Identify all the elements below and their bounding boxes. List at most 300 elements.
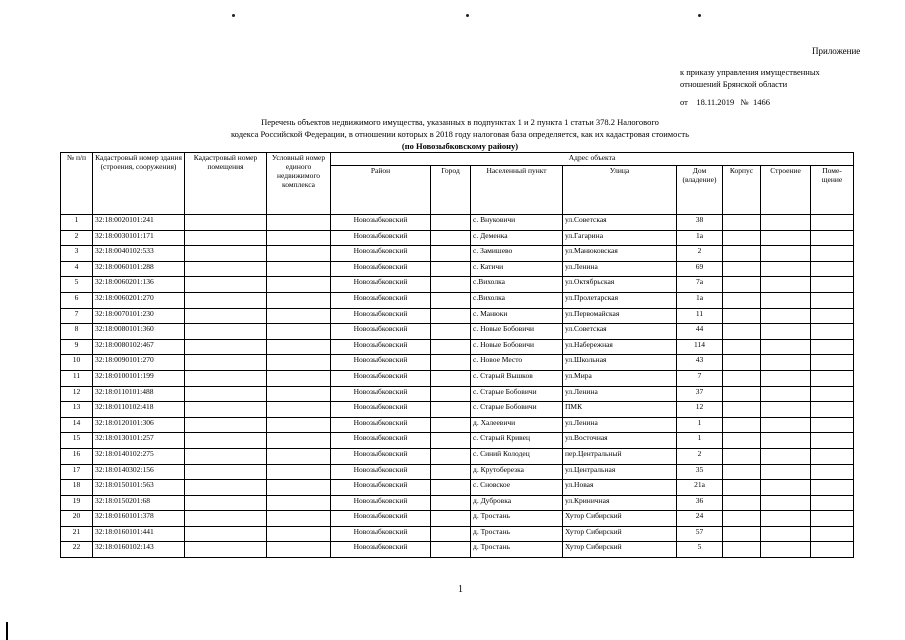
house-cell: 57: [677, 526, 723, 542]
header-address: Адрес объекта: [331, 153, 854, 166]
cond-num-cell: [267, 246, 331, 262]
scan-dot: [698, 14, 701, 17]
room-cell: [811, 324, 854, 340]
settlement-cell: с. Старый Кривец: [471, 433, 563, 449]
cond-num-cell: [267, 464, 331, 480]
cond-num-cell: [267, 230, 331, 246]
settlement-cell: с.Вихолка: [471, 292, 563, 308]
settlement-cell: с. Новые Бобовичи: [471, 324, 563, 340]
room-cad-cell: [185, 230, 267, 246]
cond-num-cell: [267, 402, 331, 418]
order-line-2: отношений Брянской области: [680, 79, 788, 89]
house-cell: 12: [677, 402, 723, 418]
street-cell: Хутор Сибирский: [563, 526, 677, 542]
korpus-cell: [723, 215, 761, 231]
stroenie-cell: [761, 542, 811, 558]
document-title: [150, 116, 770, 152]
settlement-cell: с. Старые Бобовичи: [471, 402, 563, 418]
row-number: 17: [61, 464, 93, 480]
cond-num-cell: [267, 526, 331, 542]
stroenie-cell: [761, 402, 811, 418]
row-number: 11: [61, 370, 93, 386]
house-cell: 21а: [677, 480, 723, 496]
row-number: 2: [61, 230, 93, 246]
header-cond-num: Условный номер единого недвижимого комплекса: [267, 153, 331, 215]
street-cell: ул.Набережная: [563, 339, 677, 355]
district-cell: Новозыбковский: [331, 511, 431, 527]
city-cell: [431, 308, 471, 324]
city-cell: [431, 526, 471, 542]
table-row: [61, 246, 854, 262]
settlement-cell: д. Крутоберезка: [471, 464, 563, 480]
scan-edge-mark: [6, 622, 8, 640]
house-cell: 1: [677, 417, 723, 433]
house-cell: 43: [677, 355, 723, 371]
settlement-cell: с. Замишево: [471, 246, 563, 262]
street-cell: ул.Манюковская: [563, 246, 677, 262]
street-cell: ПМК: [563, 402, 677, 418]
room-cad-cell: [185, 277, 267, 293]
title-line-3: (по Новозыбковскому району): [401, 141, 519, 151]
row-number: 21: [61, 526, 93, 542]
room-cad-cell: [185, 511, 267, 527]
room-cad-cell: [185, 215, 267, 231]
district-cell: Новозыбковский: [331, 324, 431, 340]
korpus-cell: [723, 308, 761, 324]
room-cad-cell: [185, 542, 267, 558]
room-cell: [811, 542, 854, 558]
cadastral-number: 32:18:0080101:360: [93, 324, 185, 340]
cadastral-number: 32:18:0100101:199: [93, 370, 185, 386]
city-cell: [431, 480, 471, 496]
order-number: 1466: [753, 97, 771, 107]
stroenie-cell: [761, 261, 811, 277]
house-cell: 1а: [677, 230, 723, 246]
room-cad-cell: [185, 370, 267, 386]
cond-num-cell: [267, 261, 331, 277]
cond-num-cell: [267, 308, 331, 324]
room-cell: [811, 417, 854, 433]
property-table: [60, 152, 854, 558]
header-settlement: Населенный пункт: [471, 166, 563, 215]
cond-num-cell: [267, 215, 331, 231]
stroenie-cell: [761, 480, 811, 496]
row-number: 19: [61, 495, 93, 511]
korpus-cell: [723, 246, 761, 262]
room-cad-cell: [185, 308, 267, 324]
city-cell: [431, 433, 471, 449]
cadastral-number: 32:18:0110102:418: [93, 402, 185, 418]
street-cell: ул.Гагарина: [563, 230, 677, 246]
cond-num-cell: [267, 433, 331, 449]
room-cad-cell: [185, 464, 267, 480]
stroenie-cell: [761, 230, 811, 246]
row-number: 18: [61, 480, 93, 496]
city-cell: [431, 370, 471, 386]
city-cell: [431, 511, 471, 527]
city-cell: [431, 261, 471, 277]
street-cell: Хутор Сибирский: [563, 542, 677, 558]
cond-num-cell: [267, 277, 331, 293]
house-cell: 1а: [677, 292, 723, 308]
street-cell: Хутор Сибирский: [563, 511, 677, 527]
house-cell: 114: [677, 339, 723, 355]
header-street: Улица: [563, 166, 677, 215]
room-cad-cell: [185, 526, 267, 542]
header-district: Район: [331, 166, 431, 215]
street-cell: ул.Ленина: [563, 261, 677, 277]
row-number: 15: [61, 433, 93, 449]
room-cell: [811, 230, 854, 246]
district-cell: Новозыбковский: [331, 230, 431, 246]
cond-num-cell: [267, 370, 331, 386]
cadastral-number: 32:18:0110101:488: [93, 386, 185, 402]
korpus-cell: [723, 386, 761, 402]
settlement-cell: д. Тростань: [471, 526, 563, 542]
table-row: [61, 464, 854, 480]
district-cell: Новозыбковский: [331, 480, 431, 496]
table-row: [61, 370, 854, 386]
row-number: 14: [61, 417, 93, 433]
room-cad-cell: [185, 324, 267, 340]
house-cell: 69: [677, 261, 723, 277]
table-row: [61, 480, 854, 496]
district-cell: Новозыбковский: [331, 402, 431, 418]
city-cell: [431, 417, 471, 433]
table-row: [61, 261, 854, 277]
korpus-cell: [723, 511, 761, 527]
stroenie-cell: [761, 370, 811, 386]
room-cell: [811, 480, 854, 496]
room-cad-cell: [185, 448, 267, 464]
settlement-cell: с.Вихолка: [471, 277, 563, 293]
table-row: [61, 526, 854, 542]
room-cell: [811, 495, 854, 511]
cadastral-number: 32:18:0160101:378: [93, 511, 185, 527]
appendix-label: Приложение: [812, 46, 861, 56]
room-cell: [811, 277, 854, 293]
cadastral-number: 32:18:0160101:441: [93, 526, 185, 542]
room-cad-cell: [185, 495, 267, 511]
row-number: 3: [61, 246, 93, 262]
street-cell: ул.Восточная: [563, 433, 677, 449]
street-cell: ул.Школьная: [563, 355, 677, 371]
title-line-2: кодекса Российской Федерации, в отношении которых в 2018 году налоговая база определяется, как их кадастровая стоимость: [230, 129, 689, 139]
table-row: [61, 448, 854, 464]
row-number: 22: [61, 542, 93, 558]
stroenie-cell: [761, 417, 811, 433]
city-cell: [431, 495, 471, 511]
korpus-cell: [723, 495, 761, 511]
stroenie-cell: [761, 526, 811, 542]
scan-dot: [466, 14, 469, 17]
room-cell: [811, 433, 854, 449]
cadastral-number: 32:18:0020101:241: [93, 215, 185, 231]
house-cell: 44: [677, 324, 723, 340]
room-cad-cell: [185, 480, 267, 496]
row-number: 5: [61, 277, 93, 293]
cadastral-number: 32:18:0060101:288: [93, 261, 185, 277]
table-row: [61, 215, 854, 231]
room-cell: [811, 261, 854, 277]
house-cell: 36: [677, 495, 723, 511]
district-cell: Новозыбковский: [331, 433, 431, 449]
settlement-cell: с. Сновское: [471, 480, 563, 496]
street-cell: пер.Центральный: [563, 448, 677, 464]
settlement-cell: с. Синий Колодец: [471, 448, 563, 464]
row-number: 4: [61, 261, 93, 277]
korpus-cell: [723, 402, 761, 418]
row-number: 7: [61, 308, 93, 324]
korpus-cell: [723, 230, 761, 246]
district-cell: Новозыбковский: [331, 526, 431, 542]
room-cad-cell: [185, 355, 267, 371]
scan-dot: [232, 14, 235, 17]
street-cell: ул.Центральная: [563, 464, 677, 480]
cond-num-cell: [267, 542, 331, 558]
city-cell: [431, 246, 471, 262]
room-cell: [811, 339, 854, 355]
header-korpus: Корпус: [723, 166, 761, 215]
district-cell: Новозыбковский: [331, 448, 431, 464]
district-cell: Новозыбковский: [331, 215, 431, 231]
room-cad-cell: [185, 261, 267, 277]
table-row: [61, 277, 854, 293]
city-cell: [431, 339, 471, 355]
house-cell: 1: [677, 433, 723, 449]
stroenie-cell: [761, 339, 811, 355]
row-number: 9: [61, 339, 93, 355]
house-cell: 2: [677, 448, 723, 464]
stroenie-cell: [761, 433, 811, 449]
korpus-cell: [723, 417, 761, 433]
header-house: Дом (владение): [677, 166, 723, 215]
stroenie-cell: [761, 464, 811, 480]
header-stroenie: Строение: [761, 166, 811, 215]
city-cell: [431, 402, 471, 418]
row-number: 12: [61, 386, 93, 402]
stroenie-cell: [761, 215, 811, 231]
cadastral-number: 32:18:0080102:467: [93, 339, 185, 355]
stroenie-cell: [761, 292, 811, 308]
district-cell: Новозыбковский: [331, 277, 431, 293]
header-city: Город: [431, 166, 471, 215]
room-cad-cell: [185, 386, 267, 402]
street-cell: ул.Первомайская: [563, 308, 677, 324]
header-cad-room: Кадастровый номер помещения: [185, 153, 267, 215]
order-date-prefix: от: [680, 97, 688, 107]
korpus-cell: [723, 526, 761, 542]
cond-num-cell: [267, 292, 331, 308]
city-cell: [431, 386, 471, 402]
table-row: [61, 511, 854, 527]
row-number: 8: [61, 324, 93, 340]
korpus-cell: [723, 324, 761, 340]
cond-num-cell: [267, 495, 331, 511]
district-cell: Новозыбковский: [331, 261, 431, 277]
cond-num-cell: [267, 386, 331, 402]
street-cell: ул.Мира: [563, 370, 677, 386]
table-row: [61, 339, 854, 355]
room-cell: [811, 464, 854, 480]
room-cell: [811, 215, 854, 231]
room-cad-cell: [185, 433, 267, 449]
stroenie-cell: [761, 324, 811, 340]
korpus-cell: [723, 261, 761, 277]
table-row: [61, 386, 854, 402]
house-cell: 38: [677, 215, 723, 231]
room-cell: [811, 402, 854, 418]
district-cell: Новозыбковский: [331, 339, 431, 355]
stroenie-cell: [761, 495, 811, 511]
cadastral-number: 32:18:0030101:171: [93, 230, 185, 246]
city-cell: [431, 448, 471, 464]
order-date-line: [680, 96, 820, 108]
cond-num-cell: [267, 417, 331, 433]
header-room: Поме-щение: [811, 166, 854, 215]
page-number: 1: [458, 584, 463, 595]
header-cad-building: Кадастровый номер здания (строения, сооружения): [93, 153, 185, 215]
room-cell: [811, 526, 854, 542]
street-cell: ул.Пролетарская: [563, 292, 677, 308]
district-cell: Новозыбковский: [331, 386, 431, 402]
stroenie-cell: [761, 448, 811, 464]
order-reference: [680, 66, 820, 108]
cadastral-number: 32:18:0160102:143: [93, 542, 185, 558]
table-row: [61, 230, 854, 246]
settlement-cell: с. Деменка: [471, 230, 563, 246]
table-row: [61, 433, 854, 449]
settlement-cell: с. Манюки: [471, 308, 563, 324]
city-cell: [431, 355, 471, 371]
cadastral-number: 32:18:0120101:306: [93, 417, 185, 433]
city-cell: [431, 277, 471, 293]
stroenie-cell: [761, 386, 811, 402]
table-body: [61, 215, 854, 558]
settlement-cell: с. Новые Бобовичи: [471, 339, 563, 355]
table-row: [61, 308, 854, 324]
row-number: 20: [61, 511, 93, 527]
table-row: [61, 292, 854, 308]
settlement-cell: с. Катичи: [471, 261, 563, 277]
room-cad-cell: [185, 402, 267, 418]
table-row: [61, 417, 854, 433]
house-cell: 35: [677, 464, 723, 480]
cond-num-cell: [267, 339, 331, 355]
korpus-cell: [723, 339, 761, 355]
korpus-cell: [723, 277, 761, 293]
room-cad-cell: [185, 292, 267, 308]
row-number: 16: [61, 448, 93, 464]
room-cell: [811, 448, 854, 464]
district-cell: Новозыбковский: [331, 464, 431, 480]
city-cell: [431, 292, 471, 308]
cadastral-number: 32:18:0150201:68: [93, 495, 185, 511]
room-cad-cell: [185, 339, 267, 355]
city-cell: [431, 215, 471, 231]
settlement-cell: с. Старый Вышков: [471, 370, 563, 386]
room-cell: [811, 292, 854, 308]
city-cell: [431, 464, 471, 480]
korpus-cell: [723, 480, 761, 496]
cadastral-number: 32:18:0090101:270: [93, 355, 185, 371]
house-cell: 7: [677, 370, 723, 386]
settlement-cell: с. Старые Бобовичи: [471, 386, 563, 402]
room-cell: [811, 370, 854, 386]
header-num: № п/п: [61, 153, 93, 215]
korpus-cell: [723, 464, 761, 480]
street-cell: ул.Новая: [563, 480, 677, 496]
settlement-cell: д. Дубровка: [471, 495, 563, 511]
room-cad-cell: [185, 417, 267, 433]
korpus-cell: [723, 355, 761, 371]
table-row: [61, 355, 854, 371]
cadastral-number: 32:18:0130101:257: [93, 433, 185, 449]
street-cell: ул.Ленина: [563, 417, 677, 433]
settlement-cell: д. Тростань: [471, 542, 563, 558]
house-cell: 11: [677, 308, 723, 324]
room-cad-cell: [185, 246, 267, 262]
room-cell: [811, 308, 854, 324]
district-cell: Новозыбковский: [331, 495, 431, 511]
street-cell: ул.Советская: [563, 324, 677, 340]
korpus-cell: [723, 292, 761, 308]
table-row: [61, 495, 854, 511]
stroenie-cell: [761, 308, 811, 324]
city-cell: [431, 542, 471, 558]
room-cell: [811, 355, 854, 371]
order-line-1: к приказу управления имущественных: [680, 67, 820, 77]
room-cell: [811, 511, 854, 527]
row-number: 13: [61, 402, 93, 418]
korpus-cell: [723, 370, 761, 386]
korpus-cell: [723, 433, 761, 449]
order-date: 18.11.2019: [696, 97, 735, 107]
house-cell: 37: [677, 386, 723, 402]
settlement-cell: д. Халеевичи: [471, 417, 563, 433]
korpus-cell: [723, 448, 761, 464]
cond-num-cell: [267, 355, 331, 371]
house-cell: 2: [677, 246, 723, 262]
district-cell: Новозыбковский: [331, 292, 431, 308]
cond-num-cell: [267, 511, 331, 527]
table-row: [61, 324, 854, 340]
table-row: [61, 542, 854, 558]
house-cell: 24: [677, 511, 723, 527]
cadastral-number: 32:18:0060201:136: [93, 277, 185, 293]
room-cell: [811, 246, 854, 262]
cadastral-number: 32:18:0140302:156: [93, 464, 185, 480]
settlement-cell: д. Тростань: [471, 511, 563, 527]
settlement-cell: с. Внуковичи: [471, 215, 563, 231]
row-number: 1: [61, 215, 93, 231]
street-cell: ул.Советская: [563, 215, 677, 231]
house-cell: 7а: [677, 277, 723, 293]
title-line-1: Перечень объектов недвижимого имущества, указанных в подпунктах 1 и 2 пункта 1 статьи 378.2 Налогового: [261, 117, 659, 127]
stroenie-cell: [761, 355, 811, 371]
order-number-sign: №: [740, 97, 749, 107]
cond-num-cell: [267, 480, 331, 496]
street-cell: ул.Ленина: [563, 386, 677, 402]
district-cell: Новозыбковский: [331, 417, 431, 433]
district-cell: Новозыбковский: [331, 355, 431, 371]
house-cell: 5: [677, 542, 723, 558]
district-cell: Новозыбковский: [331, 542, 431, 558]
cadastral-number: 32:18:0070101:230: [93, 308, 185, 324]
table-row: [61, 402, 854, 418]
city-cell: [431, 324, 471, 340]
district-cell: Новозыбковский: [331, 370, 431, 386]
